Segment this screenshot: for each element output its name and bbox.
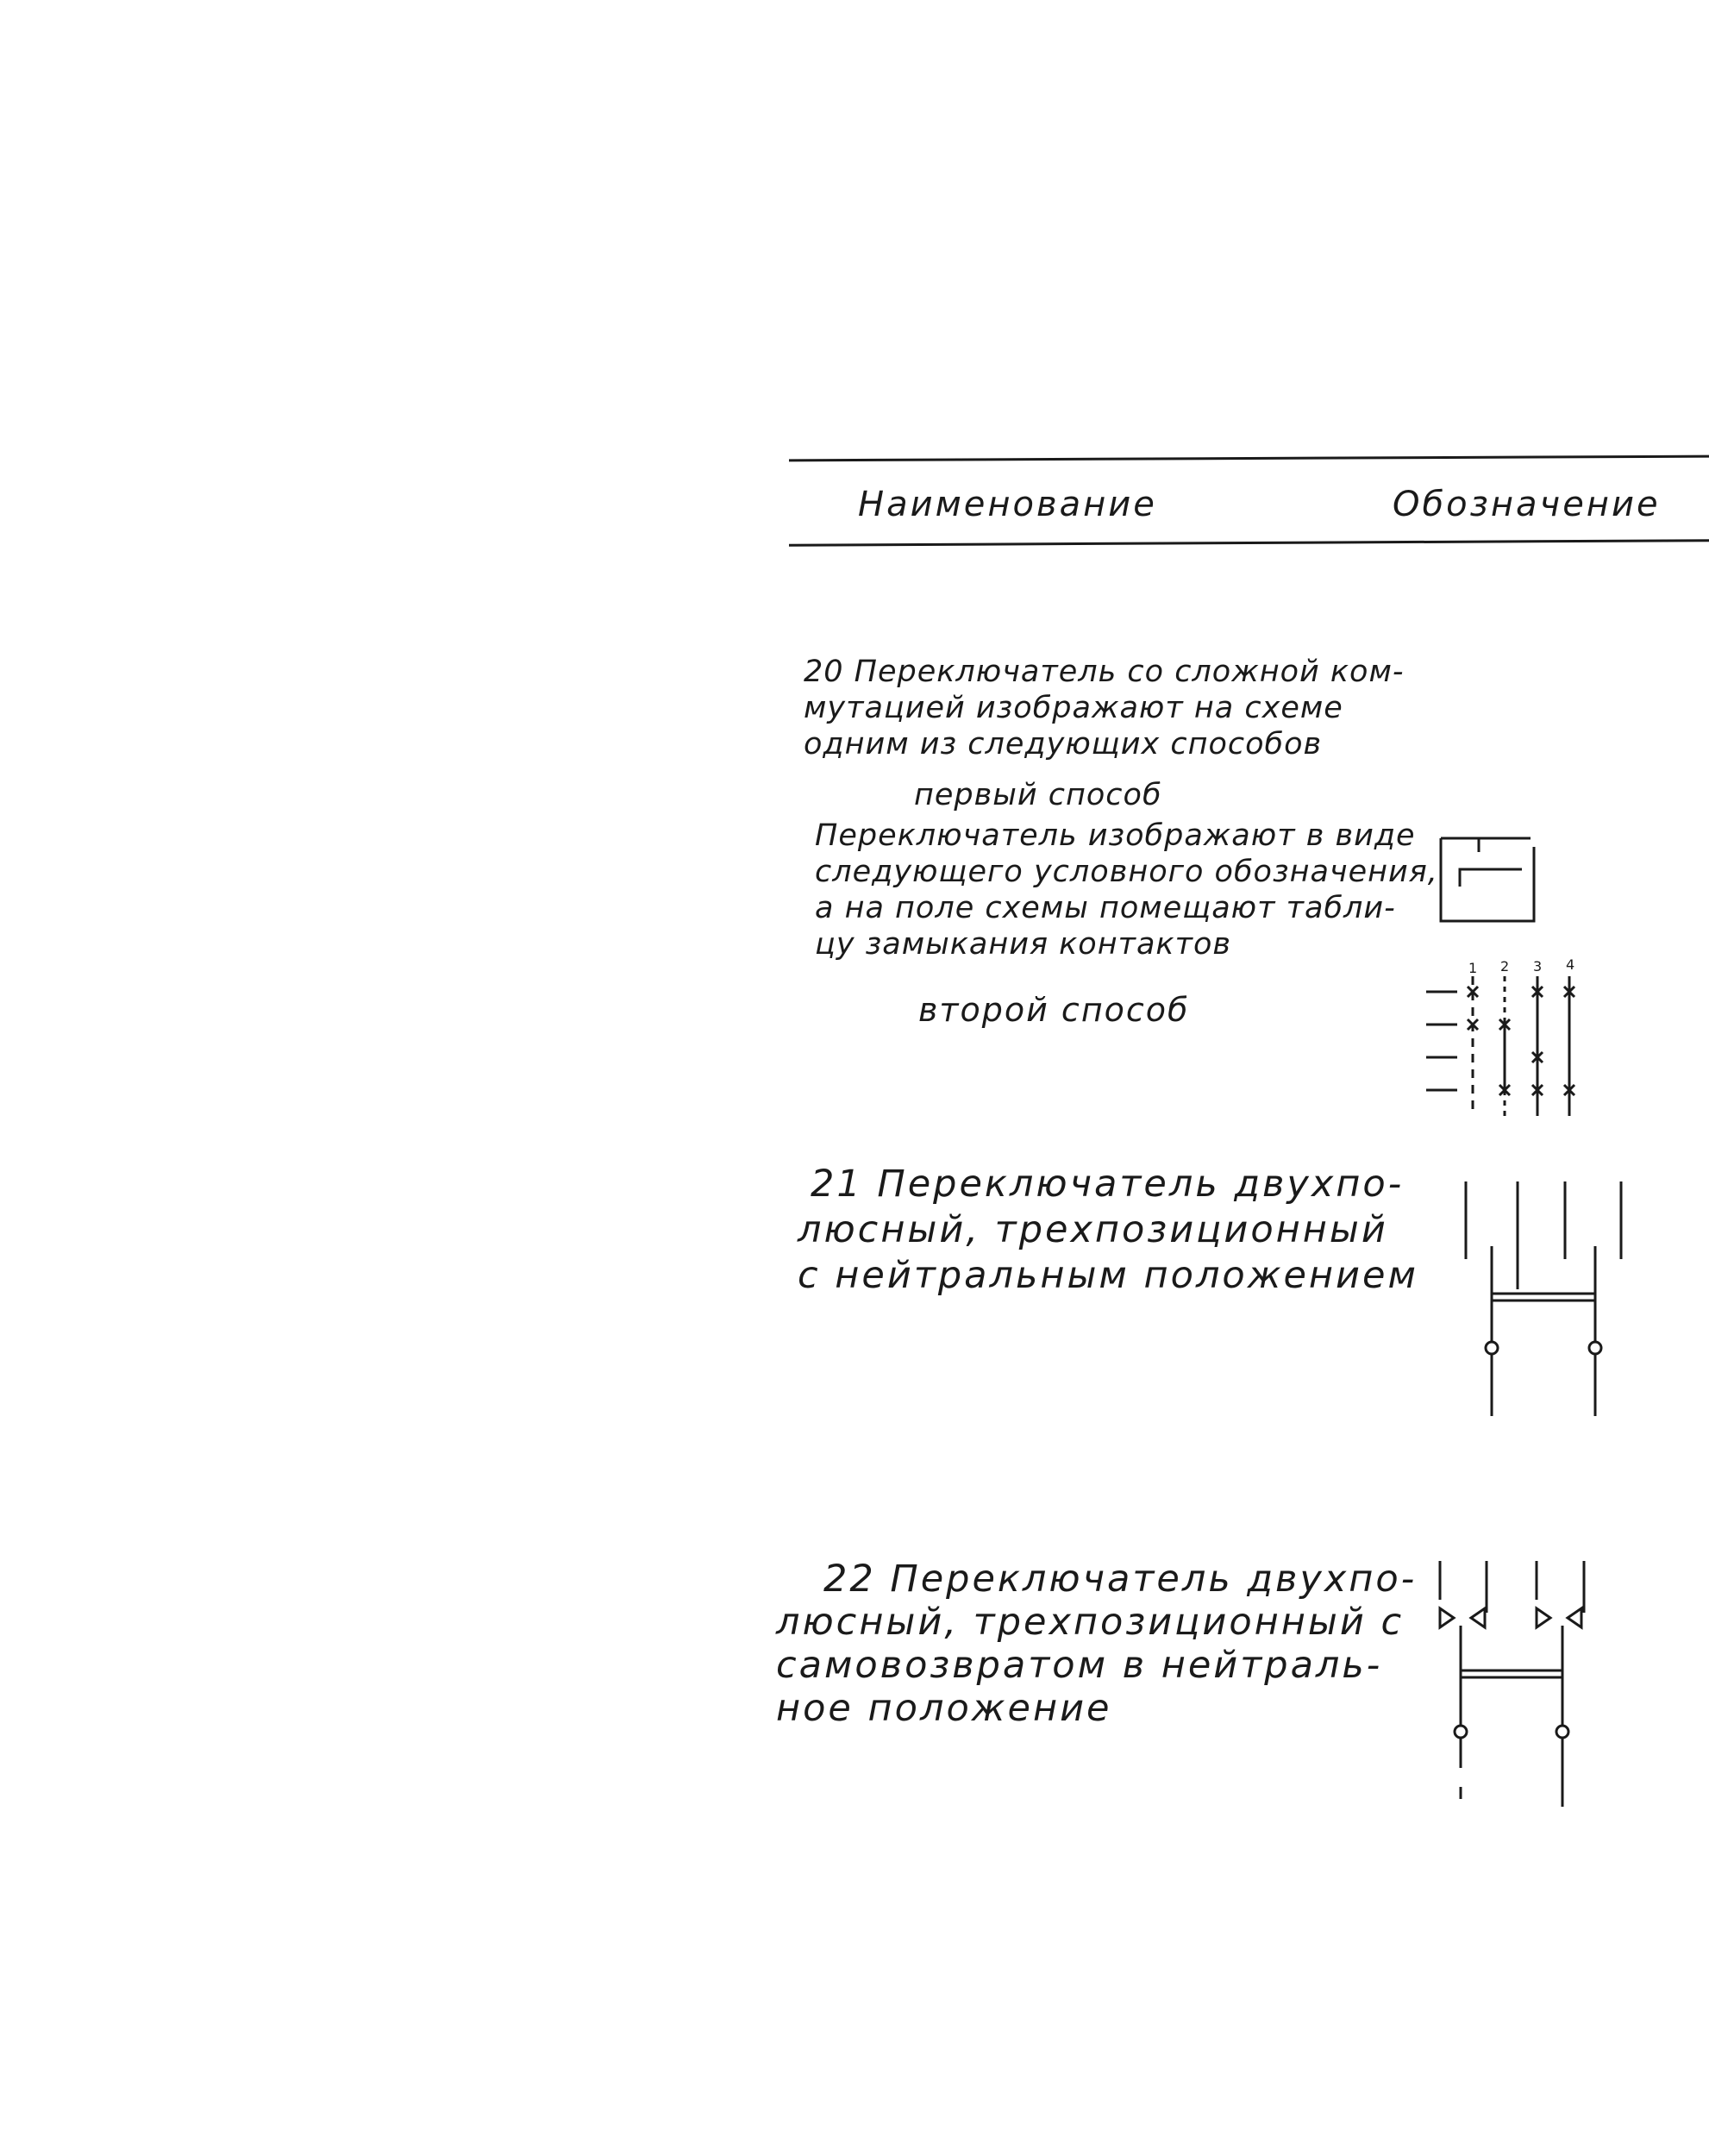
switch-box-symbol bbox=[1436, 835, 1539, 923]
contact-table-symbol bbox=[1423, 956, 1595, 1123]
header-bottom-rule bbox=[789, 539, 1709, 547]
switch-box-outline bbox=[1441, 838, 1534, 921]
method-1-title: первый способ bbox=[914, 778, 1162, 812]
column-header-name: Наименование bbox=[858, 485, 1157, 524]
contact-table-col-label-3: 3 bbox=[1533, 958, 1543, 975]
item-22-line-4: ное положение bbox=[776, 1687, 1112, 1730]
return-arrow-1 bbox=[1440, 1608, 1454, 1627]
method-1-line-2: следующего условного обозначения, bbox=[815, 855, 1438, 889]
terminal-right bbox=[1556, 1726, 1568, 1738]
contact-table-col-label-1: 1 bbox=[1468, 960, 1478, 976]
switch-neutral-symbol bbox=[1457, 1181, 1638, 1423]
terminal-right bbox=[1589, 1342, 1601, 1354]
return-arrow-2 bbox=[1471, 1608, 1485, 1627]
terminal-left bbox=[1455, 1726, 1467, 1738]
method-2-title: второй способ bbox=[918, 991, 1190, 1029]
return-arrow-3 bbox=[1537, 1608, 1550, 1627]
switch-self-return-symbol bbox=[1433, 1561, 1631, 1815]
item-22-line-1: 22 Переключатель двухпо- bbox=[823, 1557, 1418, 1601]
terminal-left bbox=[1486, 1342, 1498, 1354]
item-21-line-2: люсный, трехпозиционный bbox=[798, 1208, 1388, 1251]
item-22-line-2: люсный, трехпозиционный с bbox=[776, 1601, 1405, 1644]
method-1-line-3: а на поле схемы помещают табли- bbox=[815, 891, 1396, 925]
contact-table-col-label-2: 2 bbox=[1500, 958, 1510, 975]
switch-box-inner-contact bbox=[1460, 869, 1522, 887]
item-20-line-2: мутацией изображают на схеме bbox=[804, 691, 1343, 725]
item-21-line-1: 21 Переключатель двухпо- bbox=[811, 1163, 1405, 1206]
item-20-line-3: одним из следующих способов bbox=[804, 727, 1323, 761]
item-20-line-1: 20 Переключатель со сложной ком- bbox=[804, 655, 1405, 689]
item-22-line-3: самовозвратом в нейтраль- bbox=[776, 1644, 1383, 1687]
contact-table-col-label-4: 4 bbox=[1566, 956, 1575, 973]
method-1-line-1: Переключатель изображают в виде bbox=[815, 818, 1416, 853]
column-header-designation: Обозначение bbox=[1393, 485, 1661, 524]
item-21-line-3: с нейтральным положением bbox=[798, 1254, 1418, 1297]
return-arrow-4 bbox=[1568, 1608, 1581, 1627]
method-1-line-4: цу замыкания контактов bbox=[815, 927, 1231, 962]
header-top-rule bbox=[789, 455, 1709, 462]
